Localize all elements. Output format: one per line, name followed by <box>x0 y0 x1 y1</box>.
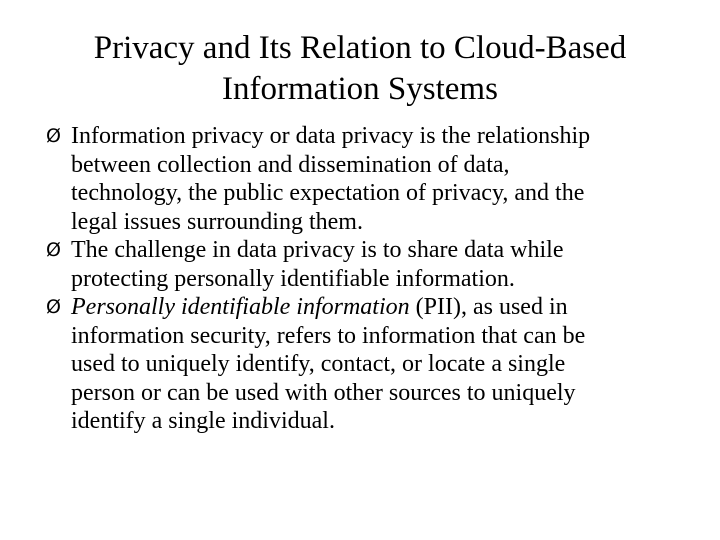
bullet-line: The challenge in data privacy is to share data while <box>71 237 564 263</box>
bullet-line: technology, the public expectation of privacy, and the <box>71 180 585 206</box>
bullet-item <box>46 236 696 293</box>
bullet-line: person or can be used with other sources to uniquely <box>71 379 576 406</box>
bullet-item <box>46 293 696 436</box>
bullet-line: information security, refers to information that can be <box>71 322 586 349</box>
bullet-item <box>46 122 696 236</box>
slide-title-line-1: Privacy and Its Relation to Cloud-Based <box>93 30 627 66</box>
bullet-line: between collection and dissemination of data, <box>71 151 510 178</box>
bullet-list <box>46 122 696 436</box>
bullet-line: legal issues surrounding them. <box>71 208 363 235</box>
bullet-line: protecting personally identifiable information. <box>71 265 515 292</box>
bullet-line: used to uniquely identify, contact, or locate a single <box>71 351 566 377</box>
bullet-line: Information privacy or data privacy is the relationship <box>71 123 591 149</box>
bullet-line-lead <box>71 293 696 322</box>
arrow-bullet-icon: Ø <box>46 239 61 261</box>
slide-title <box>40 28 680 110</box>
bullet-line: identify a single individual. <box>71 408 335 434</box>
slide-title-line-2: Information Systems <box>222 71 498 107</box>
italic-term: Personally identifiable information <box>71 294 410 320</box>
arrow-bullet-icon: Ø <box>46 125 61 147</box>
lead-rest: (PII), as used in <box>409 294 568 320</box>
arrow-bullet-icon: Ø <box>46 296 61 318</box>
